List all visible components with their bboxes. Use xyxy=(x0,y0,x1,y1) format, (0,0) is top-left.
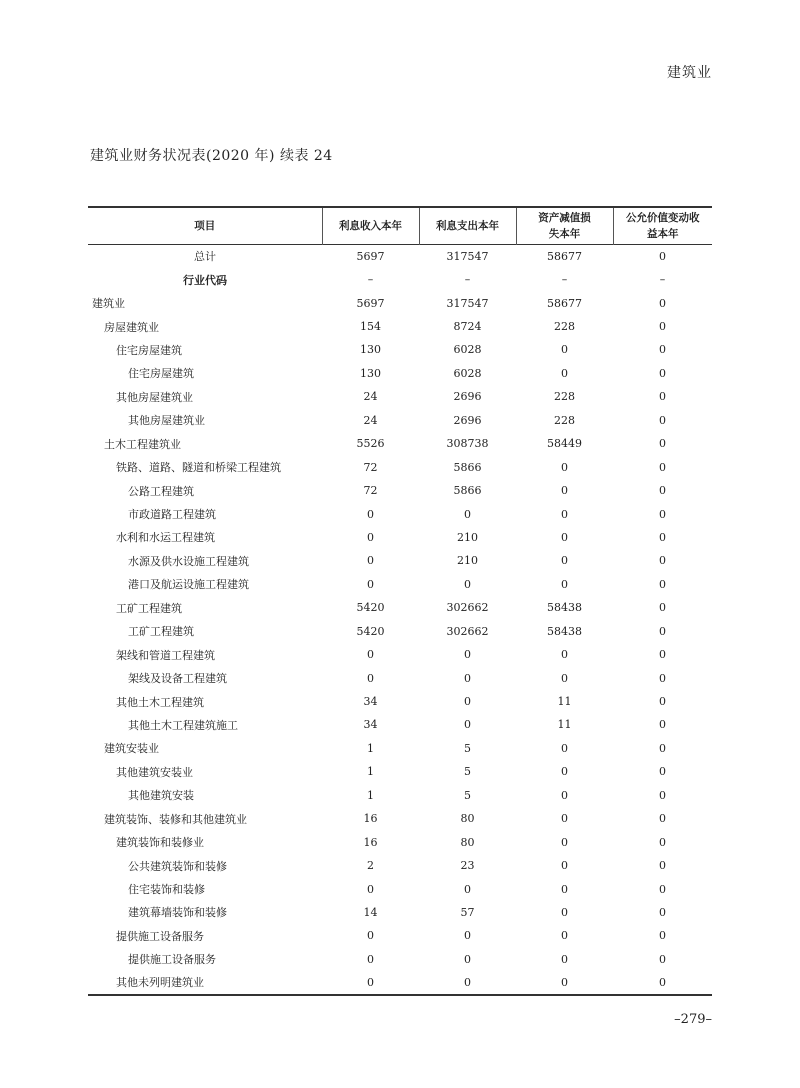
table-row xyxy=(88,526,712,549)
table-row xyxy=(88,338,712,361)
row-value: 0 xyxy=(561,929,568,943)
row-value: 0 xyxy=(659,788,666,802)
row-label: 水源及供水设施工程建筑 xyxy=(128,554,249,568)
table-row xyxy=(88,315,712,338)
row-value: 0 xyxy=(367,507,374,521)
row-value: 2 xyxy=(367,859,374,873)
row-label: 其他未列明建筑业 xyxy=(116,976,204,990)
row-value: 5866 xyxy=(453,460,482,474)
row-value: 0 xyxy=(464,648,471,662)
row-value: 0 xyxy=(367,554,374,568)
row-value: 6028 xyxy=(453,366,482,380)
row-value: 5 xyxy=(464,765,471,779)
row-value: 5420 xyxy=(356,624,385,638)
table-row xyxy=(88,924,712,947)
row-label: 工矿工程建筑 xyxy=(128,625,194,639)
row-value: 0 xyxy=(659,882,666,896)
row-value: 0 xyxy=(561,835,568,849)
row-value: 16 xyxy=(363,835,378,849)
row-value: 0 xyxy=(659,718,666,732)
row-label: 港口及航运设施工程建筑 xyxy=(128,578,249,592)
row-value: 58438 xyxy=(547,601,582,615)
row-label: 住宅装饰和装修 xyxy=(128,883,205,897)
row-value: 0 xyxy=(561,741,568,755)
row-value: 80 xyxy=(460,835,475,849)
row-value: 154 xyxy=(360,320,381,334)
row-value: 5526 xyxy=(356,437,385,451)
row-value: 0 xyxy=(659,812,666,826)
row-label: 提供施工设备服务 xyxy=(128,953,216,967)
row-value: 34 xyxy=(363,695,378,709)
row-value: 0 xyxy=(659,460,666,474)
column-header-item: 项目 xyxy=(88,207,322,245)
table-row xyxy=(88,432,712,455)
row-value: 1 xyxy=(367,741,374,755)
table-row xyxy=(88,268,712,291)
row-value: 58438 xyxy=(547,624,582,638)
row-value: 0 xyxy=(367,882,374,896)
row-value: 0 xyxy=(561,507,568,521)
row-label: 其他土木工程建筑施工 xyxy=(128,718,238,732)
column-header-interest-expense: 利息支出本年 xyxy=(419,207,516,245)
table-row xyxy=(88,409,712,432)
row-label: 土木工程建筑业 xyxy=(104,437,181,451)
row-value: 0 xyxy=(561,765,568,779)
row-value: 0 xyxy=(659,741,666,755)
row-value: 0 xyxy=(659,695,666,709)
row-value: 228 xyxy=(554,413,575,427)
row-value: 11 xyxy=(557,718,572,732)
row-value: 302662 xyxy=(446,601,489,615)
row-value: 58677 xyxy=(547,296,582,310)
row-value: 0 xyxy=(367,975,374,989)
row-value: 24 xyxy=(363,390,378,404)
row-label: 建筑装饰、装修和其他建筑业 xyxy=(104,812,247,826)
row-value: 0 xyxy=(659,366,666,380)
row-value: 0 xyxy=(659,624,666,638)
row-value: 0 xyxy=(659,929,666,943)
table-row xyxy=(88,479,712,502)
row-value: 130 xyxy=(360,343,381,357)
table-row xyxy=(88,830,712,853)
row-value: 0 xyxy=(659,554,666,568)
row-label: 铁路、道路、隧道和桥梁工程建筑 xyxy=(116,461,281,475)
row-value: 0 xyxy=(561,484,568,498)
row-value: 0 xyxy=(464,718,471,732)
row-label: 住宅房屋建筑 xyxy=(128,367,194,381)
column-header-asset-impairment xyxy=(516,207,613,245)
row-value: 228 xyxy=(554,320,575,334)
table-row xyxy=(88,455,712,478)
row-value: 34 xyxy=(363,718,378,732)
row-value: 0 xyxy=(561,460,568,474)
row-value: – xyxy=(367,273,374,287)
table-row xyxy=(88,245,712,268)
row-label: 住宅房屋建筑 xyxy=(116,343,182,357)
row-value: 0 xyxy=(367,577,374,591)
row-value: 210 xyxy=(457,554,478,568)
row-label: 其他房屋建筑业 xyxy=(128,414,205,428)
row-value: 0 xyxy=(659,437,666,451)
table-row xyxy=(88,877,712,900)
row-value: 0 xyxy=(659,320,666,334)
row-value: 0 xyxy=(464,952,471,966)
table-header-row xyxy=(88,207,712,245)
column-header-interest-income: 利息收入本年 xyxy=(322,207,419,245)
row-label: 架线和管道工程建筑 xyxy=(116,648,215,662)
row-value: 0 xyxy=(659,905,666,919)
row-value: 0 xyxy=(464,577,471,591)
row-label: 建筑业 xyxy=(92,297,125,311)
table-row xyxy=(88,807,712,830)
table-row xyxy=(88,760,712,783)
table-row xyxy=(88,596,712,619)
row-label: 建筑安装业 xyxy=(104,742,159,756)
row-value: 11 xyxy=(557,695,572,709)
row-value: 72 xyxy=(363,484,378,498)
row-value: 0 xyxy=(659,952,666,966)
table-row xyxy=(88,362,712,385)
row-value: 0 xyxy=(561,343,568,357)
row-value: 5420 xyxy=(356,601,385,615)
row-value: 0 xyxy=(367,671,374,685)
row-value: 5 xyxy=(464,788,471,802)
table-row xyxy=(88,901,712,924)
row-value: 0 xyxy=(659,390,666,404)
table-row xyxy=(88,502,712,525)
row-label: 房屋建筑业 xyxy=(104,320,159,334)
row-value: – xyxy=(659,273,666,287)
row-label: 市政道路工程建筑 xyxy=(128,508,216,522)
table-row xyxy=(88,573,712,596)
row-label: 公路工程建筑 xyxy=(128,484,194,498)
row-value: 0 xyxy=(659,601,666,615)
row-value: 228 xyxy=(554,390,575,404)
row-value: 0 xyxy=(367,530,374,544)
table-row xyxy=(88,713,712,736)
row-value: 0 xyxy=(561,648,568,662)
row-value: 72 xyxy=(363,460,378,474)
row-value: 0 xyxy=(561,859,568,873)
row-value: 24 xyxy=(363,413,378,427)
financial-table xyxy=(88,206,712,996)
row-value: 5866 xyxy=(453,484,482,498)
table-row xyxy=(88,948,712,971)
row-label: 架线及设备工程建筑 xyxy=(128,672,227,686)
row-label: 公共建筑装饰和装修 xyxy=(128,859,227,873)
table-row xyxy=(88,737,712,760)
row-value: 0 xyxy=(367,648,374,662)
row-value: 130 xyxy=(360,366,381,380)
row-value: 0 xyxy=(561,952,568,966)
row-value: 0 xyxy=(464,882,471,896)
row-value: 0 xyxy=(659,249,666,263)
row-value: 308738 xyxy=(446,437,489,451)
row-value: 14 xyxy=(363,905,378,919)
row-value: 0 xyxy=(659,507,666,521)
row-value: 0 xyxy=(561,905,568,919)
row-label: 水利和水运工程建筑 xyxy=(116,531,215,545)
row-value: 0 xyxy=(659,484,666,498)
table-row xyxy=(88,385,712,408)
row-label: 总计 xyxy=(194,250,216,264)
row-label: 其他建筑安装业 xyxy=(116,765,193,779)
row-value: 6028 xyxy=(453,343,482,357)
row-value: – xyxy=(464,273,471,287)
row-value: 0 xyxy=(659,530,666,544)
table-row xyxy=(88,784,712,807)
page-number: –279– xyxy=(674,1012,712,1027)
row-value: 0 xyxy=(561,788,568,802)
row-value: 210 xyxy=(457,530,478,544)
row-label: 其他土木工程建筑 xyxy=(116,695,204,709)
table-row xyxy=(88,291,712,314)
row-value: 0 xyxy=(561,366,568,380)
table-row xyxy=(88,643,712,666)
row-value: 0 xyxy=(561,577,568,591)
row-value: 5697 xyxy=(356,296,385,310)
column-header-asset-impairment-label: 资产减值损失本年 xyxy=(538,212,591,240)
row-value: 0 xyxy=(659,765,666,779)
row-label: 其他房屋建筑业 xyxy=(116,390,193,404)
row-value: 5697 xyxy=(356,249,385,263)
row-value: 0 xyxy=(659,859,666,873)
row-value: 0 xyxy=(464,929,471,943)
row-value: 0 xyxy=(464,507,471,521)
row-value: 23 xyxy=(460,859,475,873)
row-value: 317547 xyxy=(446,296,489,310)
row-value: 0 xyxy=(561,812,568,826)
table-title: 建筑业财务状况表(2020 年) 续表 24 xyxy=(90,148,333,164)
row-value: 0 xyxy=(367,929,374,943)
row-value: 1 xyxy=(367,765,374,779)
row-label: 其他建筑安装 xyxy=(128,789,194,803)
row-label: 行业代码 xyxy=(183,273,227,287)
section-tag: 建筑业 xyxy=(667,65,712,81)
table-row xyxy=(88,549,712,572)
row-value: 57 xyxy=(460,905,475,919)
row-value: 0 xyxy=(659,413,666,427)
row-label: 提供施工设备服务 xyxy=(116,929,204,943)
row-value: 0 xyxy=(659,648,666,662)
row-label: 建筑幕墙装饰和装修 xyxy=(128,906,227,920)
row-value: 302662 xyxy=(446,624,489,638)
row-value: 80 xyxy=(460,812,475,826)
table-row xyxy=(88,620,712,643)
row-value: 0 xyxy=(659,671,666,685)
row-value: 0 xyxy=(659,296,666,310)
row-value: 0 xyxy=(659,343,666,357)
table-row xyxy=(88,971,712,994)
row-value: 0 xyxy=(659,835,666,849)
row-value: 0 xyxy=(561,530,568,544)
table-row xyxy=(88,854,712,877)
row-value: 58449 xyxy=(547,437,582,451)
row-value: 0 xyxy=(464,695,471,709)
row-value: 0 xyxy=(464,671,471,685)
row-value: 0 xyxy=(561,671,568,685)
row-label: 建筑装饰和装修业 xyxy=(116,836,204,850)
row-value: 0 xyxy=(659,577,666,591)
row-value: 8724 xyxy=(453,320,482,334)
row-value: 0 xyxy=(464,975,471,989)
row-label: 工矿工程建筑 xyxy=(116,601,182,615)
row-value: 1 xyxy=(367,788,374,802)
table-row xyxy=(88,690,712,713)
row-value: 0 xyxy=(659,975,666,989)
row-value: 317547 xyxy=(446,249,489,263)
row-value: 58677 xyxy=(547,249,582,263)
row-value: 5 xyxy=(464,741,471,755)
row-value: 0 xyxy=(561,975,568,989)
row-value: 16 xyxy=(363,812,378,826)
table-row xyxy=(88,666,712,689)
row-value: 0 xyxy=(561,882,568,896)
row-value: 2696 xyxy=(453,413,482,427)
row-value: 0 xyxy=(367,952,374,966)
column-header-fair-value-change xyxy=(613,207,712,245)
row-value: 2696 xyxy=(453,390,482,404)
table-body xyxy=(88,245,712,995)
row-value: – xyxy=(561,273,568,287)
column-header-fair-value-change-label: 公允价值变动收益本年 xyxy=(626,212,700,240)
row-value: 0 xyxy=(561,554,568,568)
